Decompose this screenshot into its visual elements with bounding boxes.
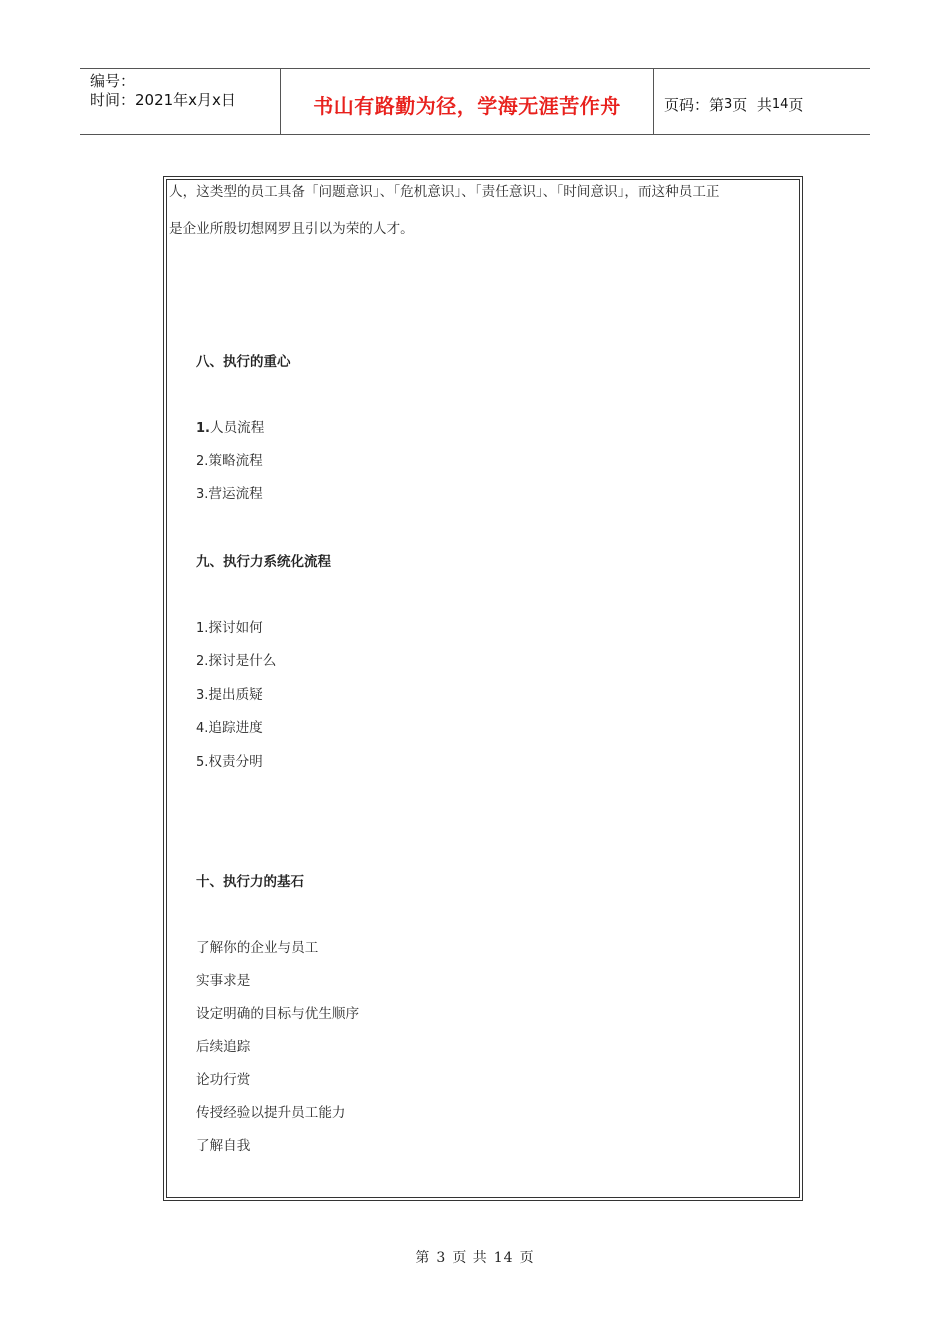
list-item-number: 3. bbox=[196, 487, 209, 502]
list-item: 传授经验以提升员工能力 bbox=[196, 1105, 346, 1121]
list-item-number: 2. bbox=[196, 454, 209, 469]
header-code-label: 编号： bbox=[90, 72, 136, 90]
header-page-num: 3 bbox=[724, 97, 733, 112]
intro-line-2: 是企业所殷切想网罗且引以为荣的人才。 bbox=[169, 221, 414, 237]
intro-line-1: 人，这类型的员工具备「问题意识」、「危机意识」、「责任意识」、「时间意识」，而这种员工正 bbox=[169, 184, 720, 200]
list-item-number: 1. bbox=[196, 421, 210, 436]
header-page-total: 14 bbox=[771, 97, 789, 112]
list-item bbox=[196, 686, 263, 705]
list-item-text: 策略流程 bbox=[208, 453, 263, 469]
list-item-number: 2. bbox=[196, 654, 209, 669]
list-item-text: 营运流程 bbox=[208, 486, 263, 502]
list-item bbox=[196, 753, 263, 772]
footer-total: 14 bbox=[493, 1250, 514, 1266]
list-item-number: 5. bbox=[196, 755, 209, 770]
header-date: 时间：2021年x月x日 bbox=[90, 91, 236, 109]
list-item: 了解你的企业与员工 bbox=[196, 940, 319, 956]
list-item bbox=[196, 485, 263, 504]
list-item bbox=[196, 652, 276, 671]
list-item: 论功行赏 bbox=[196, 1072, 251, 1088]
list-item-text: 探讨是什么 bbox=[208, 653, 277, 669]
footer-page-num: 3 bbox=[436, 1250, 447, 1266]
list-item bbox=[196, 719, 263, 738]
header-motto: 书山有路勤为径，学海无涯苦作舟 bbox=[281, 69, 654, 134]
list-item-number: 3. bbox=[196, 688, 209, 703]
page-header bbox=[80, 68, 870, 135]
list-item bbox=[196, 419, 264, 438]
list-item-text: 追踪进度 bbox=[208, 720, 263, 736]
header-page-prefix: 页码：第 bbox=[664, 96, 725, 114]
section-heading-8: 八、执行的重心 bbox=[196, 354, 291, 370]
list-item-text: 探讨如何 bbox=[208, 620, 263, 636]
list-item-text: 权责分明 bbox=[208, 754, 263, 770]
header-page-suffix: 页 bbox=[788, 96, 804, 114]
list-item-number: 1. bbox=[196, 621, 209, 636]
header-page-mid: 页 共 bbox=[732, 96, 772, 114]
list-item-number: 4. bbox=[196, 721, 209, 736]
list-item: 设定明确的目标与优生顺序 bbox=[196, 1006, 360, 1022]
section-heading-10: 十、执行力的基石 bbox=[196, 874, 304, 890]
list-item: 实事求是 bbox=[196, 973, 251, 989]
header-page-indicator bbox=[654, 69, 870, 134]
list-item bbox=[196, 452, 263, 471]
footer-suffix: 页 bbox=[519, 1250, 535, 1266]
list-item bbox=[196, 619, 263, 638]
list-item-text: 提出质疑 bbox=[208, 687, 263, 703]
content-frame bbox=[163, 176, 803, 1201]
list-item: 后续追踪 bbox=[196, 1039, 251, 1055]
page-footer bbox=[0, 1247, 950, 1267]
footer-prefix: 第 bbox=[415, 1250, 431, 1266]
header-meta bbox=[80, 69, 281, 134]
section-heading-9: 九、执行力系统化流程 bbox=[196, 554, 331, 570]
footer-mid: 页 共 bbox=[452, 1250, 488, 1266]
list-item: 了解自我 bbox=[196, 1138, 251, 1154]
list-item-text: 人员流程 bbox=[209, 420, 265, 436]
